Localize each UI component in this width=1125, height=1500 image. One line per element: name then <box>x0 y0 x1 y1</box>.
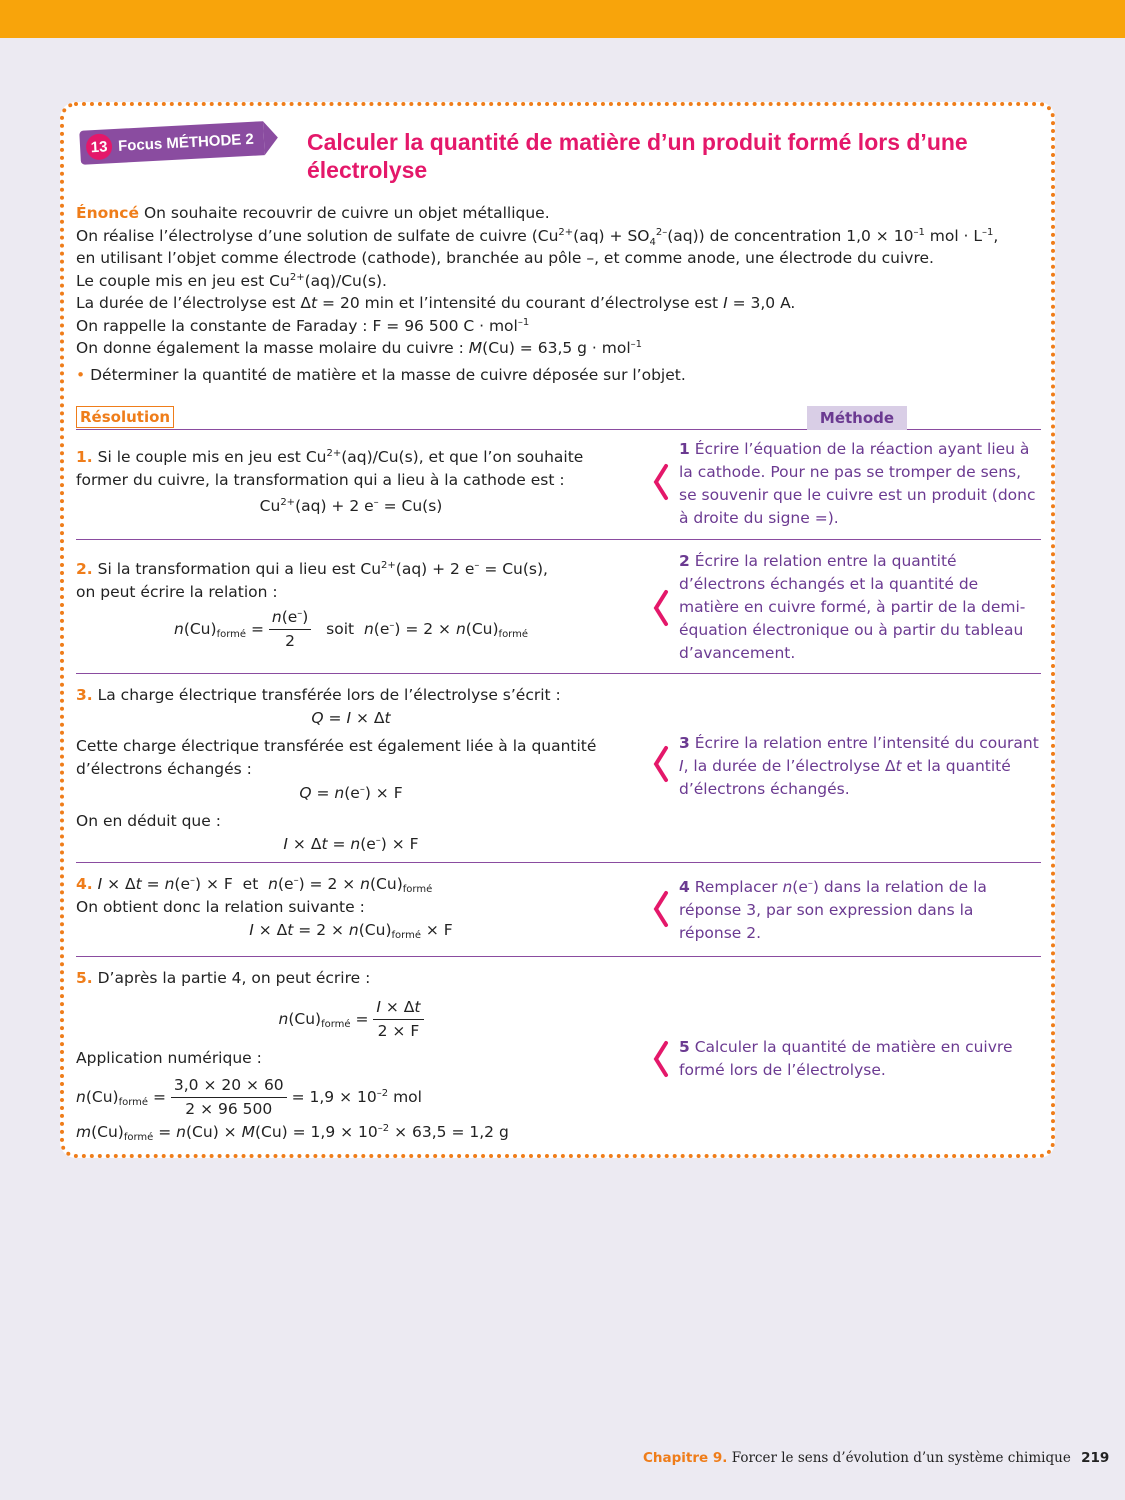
step-text: Application numérique : <box>76 1049 262 1067</box>
method-3: 3 Écrire la relation entre l’intensité du courant I, la durée de l’électrolyse Δt et la quantité d’électrons échangés. <box>679 734 1039 798</box>
chapter-title: Forcer le sens d’évolution d’un système chimique <box>731 1450 1071 1466</box>
method-card <box>60 102 1055 1158</box>
step-text: et <box>242 875 259 893</box>
step-text: Si le couple mis en jeu est <box>97 448 301 466</box>
page-title: Calculer la quantité de matière d’un produit formé lors d’une électrolyse <box>307 129 968 183</box>
method-2 <box>679 550 1039 665</box>
step-row-3 <box>76 674 1041 863</box>
equation: $n(Cu)_{formé}$ = $\frac{I \times \Delta t}{2 \times F}$ <box>76 996 626 1043</box>
badge-number: 13 <box>85 133 112 160</box>
step-4-resolution: 4. I × Δt = n(e–) × F et $n(e^-) = 2 \times n(Cu)_{formé}$ On obtient donc la relation suivante : $I \times \Delta t = 2 \times n(Cu)_{formé} \times F$ <box>76 873 626 942</box>
method-text: et la quantité d’électrons échangés. <box>679 757 1011 798</box>
equation: $n(Cu)_{formé}$ = $\frac{n(e^-)}{2}$ soit $n(e^-) = 2 \times n(Cu)_{formé}$ <box>173 608 529 650</box>
method-5 <box>679 1036 1039 1082</box>
page-footer <box>643 1450 1109 1466</box>
enonce-line: = 3,0 A. <box>732 294 796 312</box>
step-number: 5. <box>76 969 93 987</box>
step-text: on peut écrire la relation : <box>76 583 278 601</box>
step-text: Cette charge électrique transférée est également liée à la quantité d’électrons échangés : <box>76 737 597 778</box>
step-1-resolution: 1. Si le couple mis en jeu est $Cu^{2+}(aq)/Cu(s)$, et que l’on souhaite former du cuivre, la transformation qui a lieu à la cathode est : $Cu^{2+}(aq) + 2$ e– = Cu(s) <box>76 446 626 518</box>
enonce-line: (Cu) = 63,5 g · mol <box>482 339 631 357</box>
chevron-left-icon <box>650 462 672 502</box>
enonce-line: = 20 min et l’intensité du courant d’électrolyse est <box>322 294 719 312</box>
method-text: , la durée de l’électrolyse <box>683 757 880 775</box>
chevron-left-icon <box>650 744 672 784</box>
enonce-line: La durée de l’électrolyse est <box>76 294 296 312</box>
result-value: = 1,9 × 10 <box>291 1088 377 1106</box>
enonce-line: On rappelle la constante de Faraday : F = 96 500 C · mol <box>76 316 518 335</box>
step-text: La charge électrique transférée lors de l’électrolyse s’écrit : <box>97 686 561 704</box>
equation: Q = I × Δt <box>311 709 391 727</box>
equation: $I \times \Delta t = 2 \times n(Cu)_{formé} \times F$ <box>249 921 453 941</box>
method-text: Écrire l’équation de la réaction ayant lieu à la cathode. Pour ne pas se tromper de sens, se souvenir que le cuivre est un produit (donc à droite du signe =). <box>679 440 1036 527</box>
step-3-resolution <box>76 684 626 856</box>
enonce-line: de concentration 1,0 × 10 <box>709 226 914 245</box>
result-unit: mol <box>393 1088 422 1106</box>
equation: $m(Cu)_{formé} = n(Cu) \times M(Cu) = 1,9 \times 10^{-2} \times 63,5 = 1,2$ g <box>76 1123 509 1143</box>
enonce-line: On réalise l’électrolyse d’une solution de sulfate de cuivre <box>76 226 527 245</box>
equation: $n(Cu)_{formé}$ = $\frac{3,0 \times 20 \times 60}{2 \times 96 500}$ = $1,9 \times 10^{-2}$ mol <box>76 1074 626 1121</box>
mass-value: × 63,5 = 1,2 g <box>394 1123 509 1141</box>
equation: $Cu^{2+}(aq) + 2$ e– = Cu(s) <box>259 497 443 515</box>
enonce-line: On souhaite recouvrir de cuivre un objet métallique. <box>143 204 550 222</box>
method-number: 4 <box>679 878 690 896</box>
step-number: 1. <box>76 448 93 466</box>
step-text: D’après la partie 4, on peut écrire : <box>97 969 371 987</box>
resolution-header <box>76 406 1041 430</box>
enonce-line: en utilisant l’objet comme électrode (cathode), branchée au pôle –, et comme anode, une électrode du cuivre. <box>76 249 934 267</box>
step-row-1 <box>76 434 1041 540</box>
method-number: 3 <box>679 734 690 752</box>
chapter-label: Chapitre 9. <box>643 1450 728 1466</box>
step-number: 2. <box>76 560 93 578</box>
method-4: 4 Remplacer n(e–) dans la relation de la réponse 3, par son expression dans la réponse 2. <box>679 878 987 942</box>
step-text: soit <box>326 620 355 638</box>
step-number: 4. <box>76 875 93 893</box>
task-text: Déterminer la quantité de matière et la masse de cuivre déposée sur l’objet. <box>90 365 686 384</box>
step-row-2 <box>76 540 1041 674</box>
step-text: On obtient donc la relation suivante : <box>76 898 365 916</box>
step-row-4 <box>76 863 1041 957</box>
method-text: Écrire la relation entre la quantité d’électrons échangés et la quantité de matière en cuivre formé, à partir de la demi-équation électronique ou à partir du tableau d’avancement. <box>679 552 1026 662</box>
method-text: Écrire la relation entre l’intensité du courant <box>694 734 1039 752</box>
top-color-band <box>0 0 1125 38</box>
method-number: 2 <box>679 552 690 570</box>
numerator: 3,0 × 20 × 60 <box>171 1074 287 1098</box>
problem-statement: Énoncé On souhaite recouvrir de cuivre un objet métallique. On réalise l’électrolyse d’une solution de sulfate de cuivre $(Cu^{2+}(aq) + SO_4^{2-}(aq))$ de concentration $1,0 \times 10^{-1}$ mol · $L^{-1}$, en utilisant l’objet comme électrode (cathode), branchée au pôle –, et comme anode, une électrode du cuivre. Le couple mis en jeu est $Cu^{2+}(aq)/Cu(s)$. La durée de l’électrolyse est Δt = 20 min et l’intensité du courant d’électrolyse est I = 3,0 A. On rappelle la constante de Faraday : F = 96 500 C · mol$^{-1}$ On donne également la masse molaire du cuivre : M(Cu) = 63,5 g · mol$^{-1}$ • Déterminer la quantité de matière et la masse de cuivre déposée sur l’objet. <box>76 202 1036 386</box>
enonce-line: Le couple mis en jeu est <box>76 271 265 290</box>
chevron-left-icon <box>650 889 672 929</box>
step-text: Si la transformation qui a lieu est <box>97 560 356 578</box>
method-number: 1 <box>679 440 690 458</box>
mass-value: = 1,9 × 10 <box>292 1123 378 1141</box>
enonce-line: On donne également la masse molaire du cuivre : <box>76 339 464 357</box>
page-number: 219 <box>1081 1450 1110 1466</box>
denominator: 2 × 96 500 <box>185 1100 273 1118</box>
step-5-resolution <box>76 967 626 1144</box>
method-1 <box>679 438 1039 530</box>
step-row-5 <box>76 957 1041 1147</box>
equation: Q = n(e–) × F <box>299 784 403 802</box>
step-2-resolution: 2. Si la transformation qui a lieu est $Cu^{2+}(aq) + 2$ e– = Cu(s), on peut écrire la relation : $n(Cu)_{formé}$ = $\frac{n(e^-)}{2}$ soit $n(e^-) = 2 \times n(Cu)_{formé}$ <box>76 558 626 653</box>
methode-label: Méthode <box>807 406 907 430</box>
equation: I × Δt = n(e–) × F <box>283 835 419 853</box>
step-number: 3. <box>76 686 93 704</box>
step-text: On en déduit que : <box>76 812 221 830</box>
enonce-label: Énoncé <box>76 204 140 222</box>
method-number: 5 <box>679 1038 690 1056</box>
chevron-left-icon <box>650 588 672 628</box>
step-text: , et que l’on souhaite former du cuivre, la transformation qui a lieu à la cathode est : <box>76 448 584 489</box>
chevron-left-icon <box>650 1039 672 1079</box>
method-text: dans la relation de la réponse 3, par son expression dans la réponse 2. <box>679 878 987 942</box>
badge-label: Focus MÉTHODE 2 <box>117 130 255 155</box>
method-text: Calculer la quantité de matière en cuivre formé lors de l’électrolyse. <box>679 1038 1013 1079</box>
resolution-label: Résolution <box>76 406 174 428</box>
method-text: Remplacer <box>694 878 778 896</box>
focus-badge <box>79 121 264 165</box>
bullet-icon: • <box>76 365 86 384</box>
